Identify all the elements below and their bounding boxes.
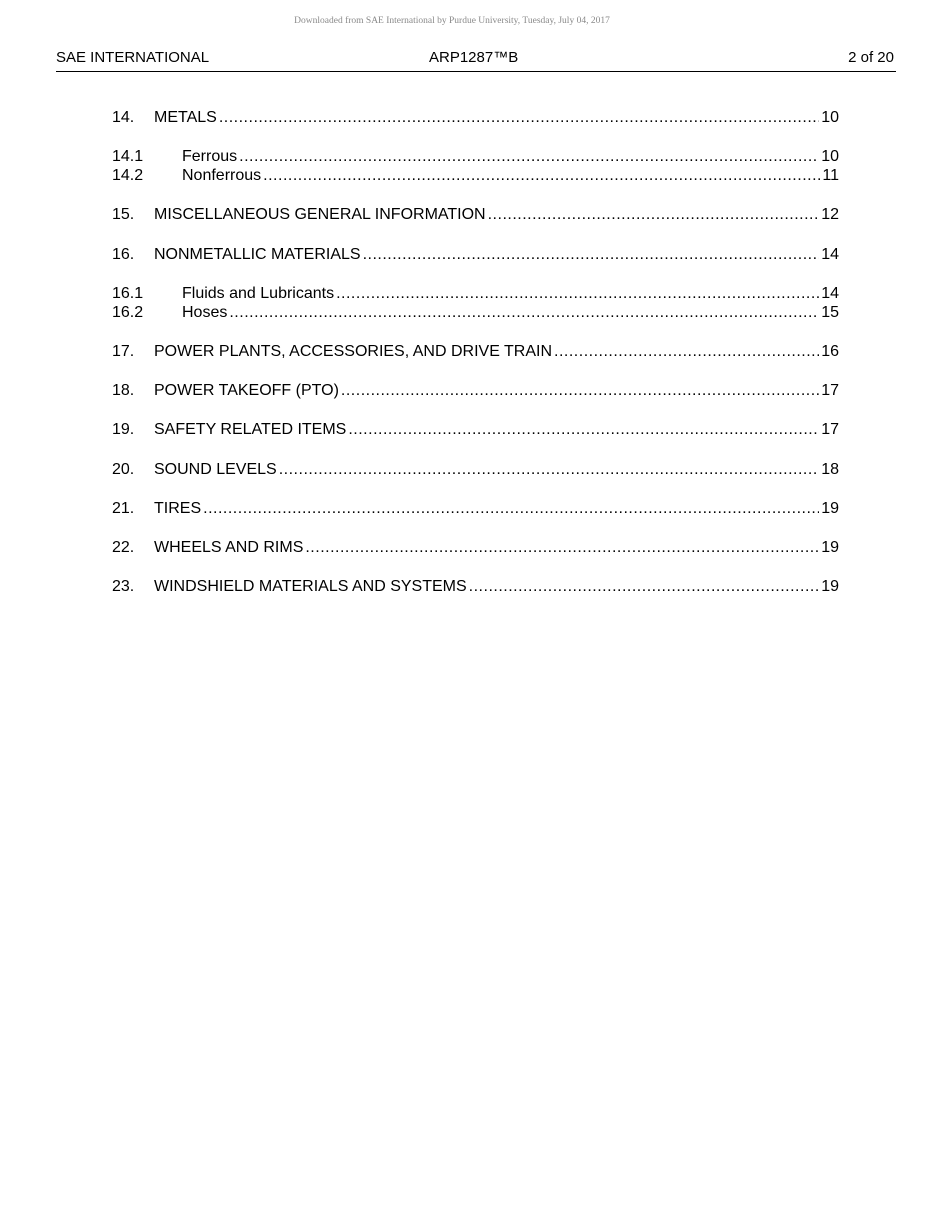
toc-dot-leader [488, 205, 820, 225]
toc-entry[interactable] [112, 205, 839, 225]
toc-entry-page: 10 [821, 148, 839, 165]
toc-dot-leader [219, 108, 819, 128]
toc-dot-leader [348, 420, 819, 440]
toc-entry-title: SOUND LEVELS [154, 461, 277, 478]
toc-entry[interactable] [112, 538, 839, 558]
toc-entry-page: 17 [821, 382, 839, 399]
toc-entry-number: 18. [112, 382, 135, 399]
toc-dot-leader [341, 381, 819, 401]
toc-entry-title: TIRES [154, 500, 202, 517]
toc-entry-title: Ferrous [182, 148, 238, 165]
toc-entry-number: 16.2 [112, 304, 144, 321]
toc-entry-number: 14. [112, 109, 135, 126]
toc-entry-title: NONMETALLIC MATERIALS [154, 246, 361, 263]
toc-entry[interactable] [112, 166, 839, 186]
download-watermark: Downloaded from SAE International by Purdue University, Tuesday, July 04, 2017 [294, 16, 610, 26]
toc-dot-leader [203, 499, 819, 519]
toc-entry-title: SAFETY RELATED ITEMS [154, 421, 347, 438]
toc-entry-page: 12 [821, 206, 839, 223]
toc-entry-title: Fluids and Lubricants [182, 285, 335, 302]
toc-entry-number: 21. [112, 500, 135, 517]
toc-entry[interactable] [112, 420, 839, 440]
toc-dot-leader [229, 303, 819, 323]
toc-entry-title: Hoses [182, 304, 228, 321]
toc-entry-page: 14 [821, 285, 839, 302]
toc-entry[interactable] [112, 381, 839, 401]
toc-entry[interactable] [112, 303, 839, 323]
toc-entry-number: 20. [112, 461, 135, 478]
toc-entry-number: 16.1 [112, 285, 144, 302]
toc-entry-title: POWER TAKEOFF (PTO) [154, 382, 339, 399]
header-publisher: SAE INTERNATIONAL [56, 49, 210, 66]
toc-entry-number: 14.2 [112, 167, 144, 184]
toc-entry-page: 10 [821, 109, 839, 126]
toc-dot-leader [263, 166, 820, 186]
toc-entry-title: WHEELS AND RIMS [154, 539, 304, 556]
toc-entry-page: 17 [821, 421, 839, 438]
toc-entry[interactable] [112, 108, 839, 128]
toc-entry[interactable] [112, 342, 839, 362]
toc-entry-title: POWER PLANTS, ACCESSORIES, AND DRIVE TRAIN [154, 343, 553, 360]
toc-entry-title: METALS [154, 109, 217, 126]
toc-entry-number: 23. [112, 578, 135, 595]
header-page-number: 2 of 20 [848, 49, 894, 66]
toc-entry[interactable] [112, 460, 839, 480]
toc-entry[interactable] [112, 147, 839, 167]
toc-entry-page: 19 [821, 500, 839, 517]
toc-entry-page: 19 [821, 578, 839, 595]
toc-entry-number: 22. [112, 539, 135, 556]
toc-entry-title: MISCELLANEOUS GENERAL INFORMATION [154, 206, 486, 223]
toc-entry-number: 14.1 [112, 148, 144, 165]
toc-dot-leader [279, 460, 819, 480]
toc-entry-page: 14 [821, 246, 839, 263]
toc-entry-number: 19. [112, 421, 135, 438]
toc-dot-leader [239, 147, 819, 167]
toc-entry-number: 17. [112, 343, 135, 360]
toc-entry-page: 16 [821, 343, 839, 360]
toc-entry-number: 15. [112, 206, 135, 223]
toc-entry-page: 11 [822, 167, 839, 184]
toc-entry-number: 16. [112, 246, 135, 263]
toc-entry-title: WINDSHIELD MATERIALS AND SYSTEMS [154, 578, 467, 595]
toc-dot-leader [363, 245, 820, 265]
page-header [56, 49, 896, 72]
toc-entry[interactable] [112, 499, 839, 519]
toc-entry[interactable] [112, 245, 839, 265]
toc-dot-leader [305, 538, 819, 558]
toc-entry-page: 18 [821, 461, 839, 478]
toc-entry-page: 15 [821, 304, 839, 321]
toc-entry[interactable] [112, 577, 839, 597]
toc-entry-title: Nonferrous [182, 167, 262, 184]
toc-dot-leader [469, 577, 820, 597]
toc-dot-leader [336, 284, 819, 304]
header-document-number: ARP1287™B [429, 49, 519, 66]
toc-entry-page: 19 [821, 539, 839, 556]
toc-entry[interactable] [112, 284, 839, 304]
toc-dot-leader [554, 342, 819, 362]
